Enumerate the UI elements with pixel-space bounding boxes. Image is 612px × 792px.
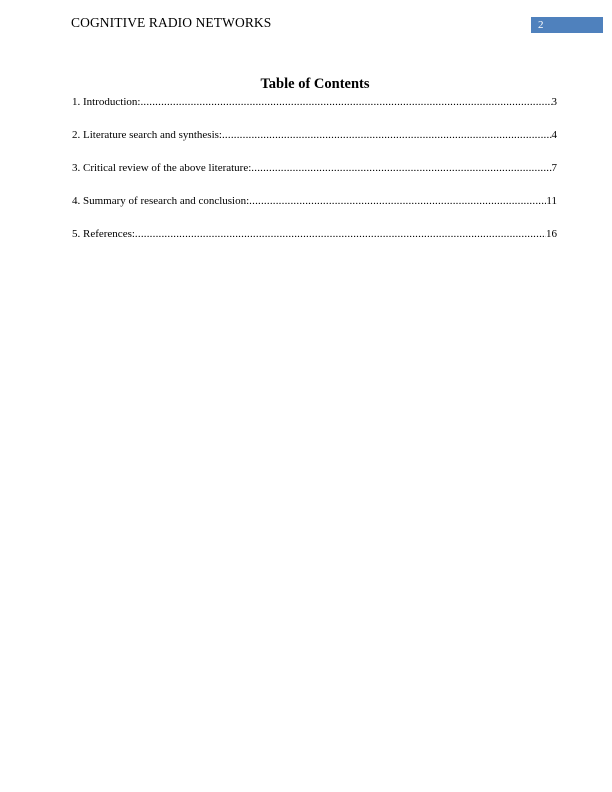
toc-dot-leader: [135, 227, 546, 241]
toc-entry-introduction[interactable]: [72, 95, 557, 128]
toc-entry-critical-review[interactable]: [72, 161, 557, 194]
toc-dot-leader: [251, 161, 551, 175]
toc-title: Table of Contents: [260, 76, 370, 92]
toc-entry-label: 2. Literature search and synthesis:: [72, 129, 222, 141]
toc-entry-label: 3. Critical review of the above literature:: [72, 162, 252, 174]
running-header-title: COGNITIVE RADIO NETWORKS: [71, 15, 272, 30]
toc-entry-summary[interactable]: [72, 194, 557, 227]
toc-entry-label: 4. Summary of research and conclusion:: [72, 195, 250, 207]
toc-dot-leader: [140, 95, 551, 109]
toc-entry-page: 4: [551, 129, 557, 141]
toc-entry-references[interactable]: [72, 227, 557, 260]
toc-dot-leader: [222, 128, 552, 142]
page-number-badge: 2: [531, 17, 603, 33]
toc-entry-label: 5. References:: [72, 228, 135, 240]
toc-entry-page: 16: [546, 228, 557, 240]
toc-entry-page: 3: [551, 96, 557, 108]
table-of-contents: [72, 95, 557, 260]
toc-dot-leader: [249, 194, 546, 208]
toc-entry-page: 7: [551, 162, 557, 174]
toc-entry-page: 11: [546, 195, 557, 207]
toc-entry-literature-search[interactable]: [72, 128, 557, 161]
toc-entry-label: 1. Introduction:: [72, 96, 141, 108]
